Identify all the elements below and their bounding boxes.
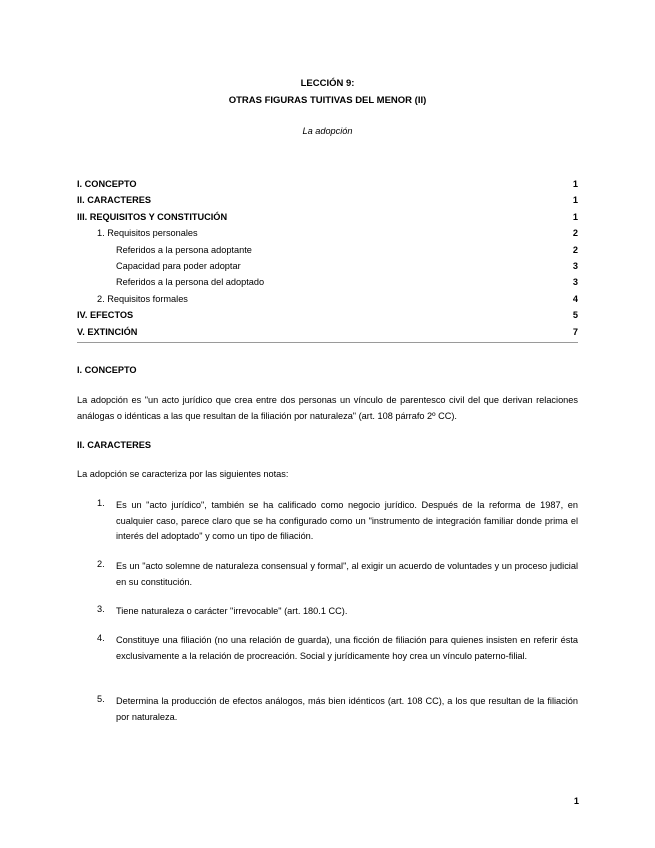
- toc-entry[interactable]: [77, 258, 578, 274]
- toc-entry-label: 2. Requisitos formales: [97, 293, 188, 304]
- toc-entry-label: Referidos a la persona adoptante: [116, 244, 252, 255]
- toc-entry-label: V. EXTINCIÓN: [77, 326, 138, 337]
- toc-entry[interactable]: [77, 291, 578, 307]
- page-number: 1: [573, 796, 579, 806]
- list-item-text: Es un "acto jurídico", también se ha calificado como negocio jurídico. Después de la reforma de 1987, en cualquier caso, parece claro que se ha configurado como un "instrumento de integración familiar donde prima el interés del adoptado" y como un tipo de filiación.: [116, 500, 578, 541]
- toc-entry-page: 3: [572, 277, 578, 288]
- lesson-number: LECCIÓN 9:: [300, 78, 355, 89]
- toc-entry-page: 1: [572, 195, 578, 206]
- toc-divider: [77, 342, 578, 343]
- caracteres-intro: La adopción se caracteriza por las siguientes notas:: [77, 469, 289, 479]
- table-of-contents: [77, 176, 578, 340]
- toc-entry[interactable]: [77, 209, 578, 225]
- section-heading-concepto: I. CONCEPTO: [77, 365, 137, 375]
- lesson-title: OTRAS FIGURAS TUITIVAS DEL MENOR (II): [228, 95, 427, 106]
- toc-entry[interactable]: [77, 192, 578, 208]
- concepto-paragraph: La adopción es "un acto jurídico que crea entre dos personas un vínculo de parentesco civil del que derivan relaciones análogas o idénticas a las que resultan de la filiación por naturaleza" (art. 108 párrafo 2º CC).: [77, 395, 578, 421]
- section-heading-caracteres: II. CARACTERES: [77, 440, 152, 450]
- toc-entry-label: IV. EFECTOS: [77, 310, 134, 321]
- toc-entry[interactable]: [77, 307, 578, 323]
- toc-entry-label: III. REQUISITOS Y CONSTITUCIÓN: [77, 211, 228, 222]
- toc-entry-page: 2: [572, 228, 578, 239]
- toc-entry-page: 3: [572, 260, 578, 271]
- toc-entry[interactable]: [77, 274, 578, 290]
- list-item-number: 4.: [97, 633, 105, 643]
- list-item-text: Tiene naturaleza o carácter "irrevocable" (art. 180.1 CC).: [116, 606, 348, 616]
- toc-entry-label: I. CONCEPTO: [77, 179, 137, 189]
- toc-entry[interactable]: [77, 225, 578, 241]
- toc-entry-page: 1: [572, 211, 578, 222]
- list-item-number: 2.: [97, 559, 105, 569]
- toc-entry-label: 1. Requisitos personales: [97, 228, 198, 239]
- toc-entry-label: Referidos a la persona del adoptado: [116, 277, 265, 288]
- list-item-text: Determina la producción de efectos análogos, más bien idénticos (art. 108 CC), a los que resultan de la filiación por naturaleza.: [116, 696, 578, 722]
- toc-entry[interactable]: [77, 242, 578, 258]
- toc-entry-page: 7: [572, 326, 578, 337]
- toc-entry[interactable]: [77, 176, 578, 192]
- list-item-text: Es un "acto solemne de naturaleza consensual y formal", al exigir un acuerdo de voluntades y un proceso judicial en su constitución.: [116, 561, 578, 587]
- toc-entry-label: Capacidad para poder adoptar: [116, 260, 241, 271]
- toc-entry-page: 1: [572, 179, 578, 189]
- toc-entry-page: 5: [572, 310, 578, 321]
- list-item-number: 5.: [97, 694, 105, 704]
- list-item-text: Constituye una filiación (no una relación de guarda), una ficción de filiación para quienes insisten en referir ésta exclusivamente a la relación de procreación. Social y jurídicamente hoy crea un vínculo paterno-filial.: [116, 635, 578, 661]
- toc-entry-page: 2: [572, 244, 578, 255]
- lesson-subtitle: La adopción: [302, 126, 353, 136]
- list-item-number: 1.: [97, 498, 105, 508]
- toc-entry-label: II. CARACTERES: [77, 195, 152, 206]
- toc-entry-page: 4: [572, 293, 578, 304]
- toc-entry[interactable]: [77, 324, 578, 340]
- list-item-number: 3.: [97, 604, 105, 614]
